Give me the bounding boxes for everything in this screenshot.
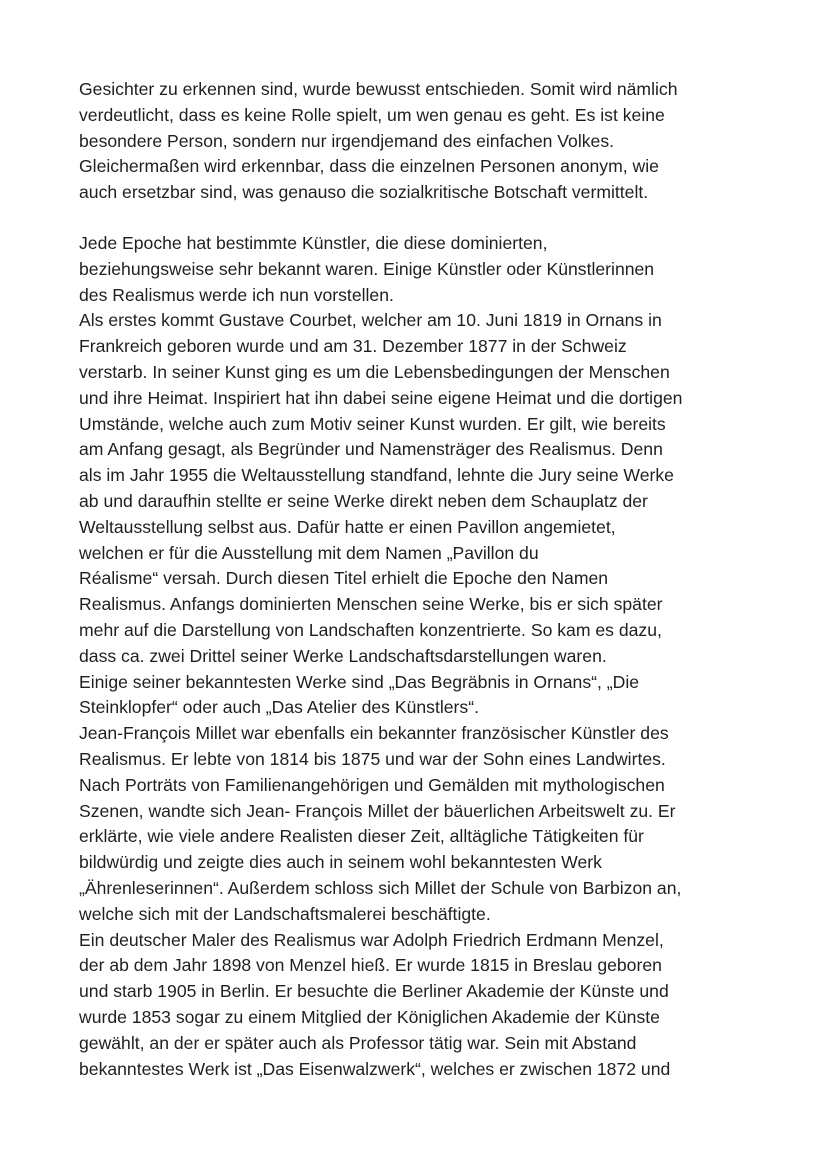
text-line: auch ersetzbar sind, was genauso die sozialkritische Botschaft vermittelt. [79, 182, 649, 203]
text-line: verdeutlicht, dass es keine Rolle spielt, um wen genau es geht. Es ist keine [79, 104, 665, 125]
text-line: Frankreich geboren wurde und am 31. Dezember 1877 in der Schweiz [79, 336, 627, 357]
text-line: Szenen, wandte sich Jean- François Millet der bäuerlichen Arbeitswelt zu. Er [79, 800, 676, 821]
text-line: Realismus. Anfangs dominierten Menschen seine Werke, bis er sich später [79, 594, 663, 615]
text-line: Als erstes kommt Gustave Courbet, welcher am 10. Juni 1819 in Ornans in [79, 310, 662, 331]
text-line: erklärte, wie viele andere Realisten dieser Zeit, alltägliche Tätigkeiten für [79, 826, 644, 847]
paragraph-anonymity [79, 77, 759, 206]
text-line: des Realismus werde ich nun vorstellen. [79, 284, 394, 305]
text-line: verstarb. In seiner Kunst ging es um die Lebensbedingungen der Menschen [79, 361, 670, 382]
text-line: welche sich mit der Landschaftsmalerei beschäftigte. [79, 903, 491, 924]
text-line: Jean-François Millet war ebenfalls ein bekannter französischer Künstler des [79, 723, 669, 744]
text-line: und starb 1905 in Berlin. Er besuchte die Berliner Akademie der Künste und [79, 981, 669, 1002]
text-line: am Anfang gesagt, als Begründer und Namensträger des Realismus. Denn [79, 439, 663, 460]
text-line: besondere Person, sondern nur irgendjemand des einfachen Volkes. [79, 130, 615, 151]
text-line: Gleichermaßen wird erkennbar, dass die einzelnen Personen anonym, wie [79, 156, 659, 177]
text-line: als im Jahr 1955 die Weltausstellung standfand, lehnte die Jury seine Werke [79, 465, 674, 486]
text-line: gewählt, an der er später auch als Professor tätig war. Sein mit Abstand [79, 1032, 637, 1053]
text-line: mehr auf die Darstellung von Landschaften konzentrierte. So kam es dazu, [79, 619, 662, 640]
text-line: der ab dem Jahr 1898 von Menzel hieß. Er wurde 1815 in Breslau geboren [79, 955, 662, 976]
text-line: Réalisme“ versah. Durch diesen Titel erhielt die Epoche den Namen [79, 568, 609, 589]
text-line: Steinklopfer“ oder auch „Das Atelier des Künstlers“. [79, 697, 479, 718]
text-line: bildwürdig und zeigte dies auch in seinem wohl bekanntesten Werk [79, 852, 602, 873]
text-line: bekanntestes Werk ist „Das Eisenwalzwerk“, welches er zwischen 1872 und [79, 1058, 671, 1079]
paragraph-realism-artists [79, 231, 759, 1082]
text-line: Gesichter zu erkennen sind, wurde bewusst entschieden. Somit wird nämlich [79, 79, 678, 99]
text-line: „Ährenleserinnen“. Außerdem schloss sich Millet der Schule von Barbizon an, [79, 877, 682, 898]
text-line: wurde 1853 sogar zu einem Mitglied der Königlichen Akademie der Künste [79, 1006, 660, 1027]
text-line: Ein deutscher Maler des Realismus war Adolph Friedrich Erdmann Menzel, [79, 929, 664, 950]
text-line: dass ca. zwei Drittel seiner Werke Landschaftsdarstellungen waren. [79, 645, 607, 666]
text-line: Realismus. Er lebte von 1814 bis 1875 und war der Sohn eines Landwirtes. [79, 748, 666, 769]
text-line: welchen er für die Ausstellung mit dem Namen „Pavillon du [79, 542, 539, 563]
text-line: beziehungsweise sehr bekannt waren. Einige Künstler oder Künstlerinnen [79, 258, 655, 279]
text-line: Weltausstellung selbst aus. Dafür hatte er einen Pavillon angemietet, [79, 516, 616, 537]
text-line: Nach Porträts von Familienangehörigen und Gemälden mit mythologischen [79, 774, 665, 795]
text-line: Umstände, welche auch zum Motiv seiner Kunst wurden. Er gilt, wie bereits [79, 413, 666, 434]
text-line: und ihre Heimat. Inspiriert hat ihn dabei seine eigene Heimat und die dortigen [79, 387, 683, 408]
text-line: Einige seiner bekanntesten Werke sind „Das Begräbnis in Ornans“, „Die [79, 671, 640, 692]
text-line: Jede Epoche hat bestimmte Künstler, die diese dominierten, [79, 233, 548, 253]
text-line: ab und daraufhin stellte er seine Werke direkt neben dem Schauplatz der [79, 490, 648, 511]
